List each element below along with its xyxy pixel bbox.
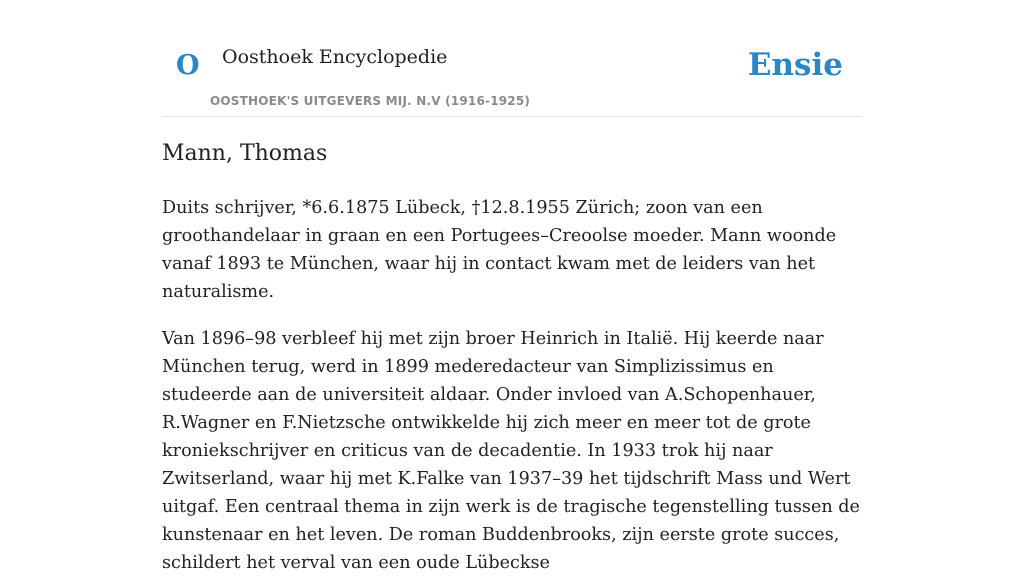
article-paragraph: Duits schrijver, *6.6.1875 Lübeck, †12.8.1955 Zürich; zoon van een groothandelaar in graan en een Portugees–Creoolse moeder. Mann woonde vanaf 1893 te München, waar hij in contact kwam met de leiders van het naturalisme.	[162, 198, 837, 302]
brand-logo-link[interactable]: Ensie	[747, 47, 843, 83]
article-paragraph: Van 1896–98 verbleef hij met zijn broer Heinrich in Italië. Hij keerde naar München terug, werd in 1899 mederedacteur van Simplizissimus en studeerde aan de universiteit aldaar. Onder invloed van A.Schopenhauer, R.Wagner en F.Nietzsche ontwikkelde hij zich meer en meer tot de grote kroniekschrijver en criticus van de decadentie. In 1933 trok hij naar Zwitserland, waar hij met K.Falke van 1937–39 het tijdschrift Mass und Wert uitgaf. Een centraal thema in zijn werk is de tragische tegenstelling tussen de kunstenaar en het leven. De roman Buddenbrooks, zijn eerste grote succes, schildert het verval van een oude Lübeckse	[162, 329, 860, 573]
article	[162, 138, 862, 577]
source-subtitle: OOSTHOEK'S UITGEVERS MIJ. N.V (1916-1925)	[210, 94, 531, 108]
source-title[interactable]: Oosthoek Encyclopedie	[222, 46, 448, 68]
source-header	[162, 0, 862, 117]
source-logo[interactable]: O	[176, 50, 200, 81]
article-title: Mann, Thomas	[162, 141, 328, 166]
